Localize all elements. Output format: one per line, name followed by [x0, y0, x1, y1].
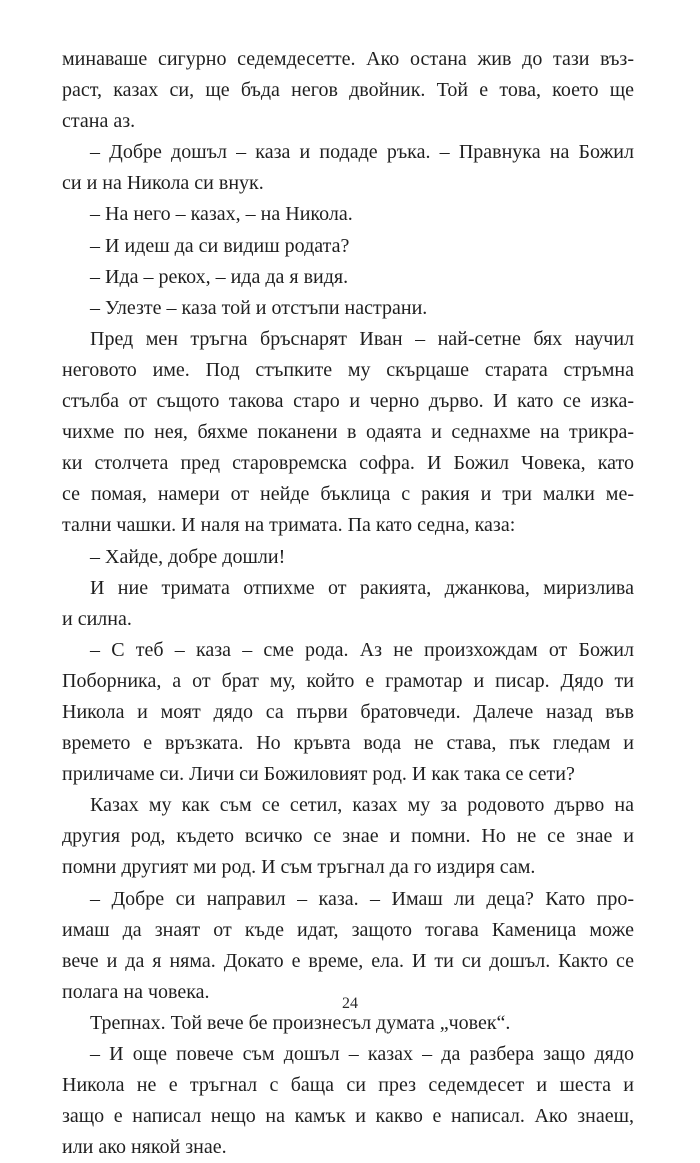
- text-line: защо е написал нещо на камък и какво е написал. Ако знаеш,: [62, 1105, 634, 1128]
- text-line: Казах му как съм се сетил, казах му за родовото дърво на: [90, 794, 634, 817]
- text-line: Пред мен тръгна бръснарят Иван – най-сетне бях научил: [90, 327, 634, 350]
- text-line: Никола и моят дядо са първи братовчеди. Далече назад във: [62, 700, 634, 723]
- text-line: – Добре дошъл – каза и подаде ръка. – Правнука на Божил: [90, 141, 634, 164]
- text-line: раст, казах си, ще бъда негов двойник. Той е това, което ще: [62, 79, 634, 102]
- text-line: стълба от същото такова старо и черно дърво. И като се изка-: [62, 390, 634, 413]
- text-line: имаш да знаят от къде идат, защото тогава Каменица може: [62, 918, 634, 941]
- text-line: стана аз.: [62, 110, 136, 133]
- text-line: Трепнах. Той вече бе произнесъл думата „човек“.: [90, 1011, 511, 1034]
- text-line: се помая, намери от нейде бъклица с ракия и три малки ме-: [62, 483, 634, 506]
- text-line: тални чашки. И наля на тримата. Па като седна, каза:: [62, 514, 516, 537]
- text-line: приличаме си. Личи си Божиловият род. И как така се сети?: [62, 763, 575, 786]
- text-line: – Добре си направил – каза. – Имаш ли деца? Като про-: [90, 887, 634, 910]
- text-line: Поборника, а от брат му, който е грамотар и писар. Дядо ти: [62, 669, 634, 692]
- text-line: си и на Никола си внук.: [62, 172, 264, 195]
- text-line: времето е връзката. Но кръвта вода не става, пък гледам и: [62, 732, 634, 755]
- text-line: – И още повече съм дошъл – казах – да разбера защо дядо: [90, 1043, 634, 1065]
- text-line: – Ида – рекох, – ида да я видя.: [90, 265, 349, 288]
- text-line: – Хайде, добре дошли!: [90, 545, 286, 568]
- text-line: помни другият ми род. И съм тръгнал да го издиря сам.: [62, 856, 536, 879]
- text-line: И ние тримата отпихме от ракията, джанкова, миризлива: [90, 576, 634, 599]
- text-line: – С теб – каза – сме рода. Аз не произхождам от Божил: [90, 638, 634, 661]
- text-line: – И идеш да си видиш родата?: [90, 234, 350, 257]
- text-line: – Улезте – каза той и отстъпи настрани.: [90, 296, 428, 319]
- text-line: минаваше сигурно седемдесетте. Ако остана жив до тази въз-: [62, 48, 634, 70]
- text-line: вече и да я няма. Докато е време, ела. И ти си дошъл. Както се: [62, 949, 634, 972]
- page-number: 24: [342, 995, 358, 1012]
- text-line: другия род, където всичко се знае и помни. Но не се знае и: [62, 825, 634, 848]
- text-line: и силна.: [62, 607, 132, 630]
- text-line: – На него – казах, – на Никола.: [90, 203, 353, 226]
- text-line: ки столчета пред старовремска софра. И Божил Човека, като: [62, 452, 634, 475]
- text-line: или ако някой знае.: [62, 1136, 227, 1159]
- text-line: полага на човека.: [62, 980, 210, 1003]
- text-line: неговото име. Под стъпките му скърцаше старата стръмна: [62, 358, 634, 381]
- text-line: чихме по нея, бяхме поканени в одаята и седнахме на трикра-: [62, 421, 634, 444]
- text-line: Никола не е тръгнал с баща си през седемдесет и шеста и: [62, 1074, 634, 1097]
